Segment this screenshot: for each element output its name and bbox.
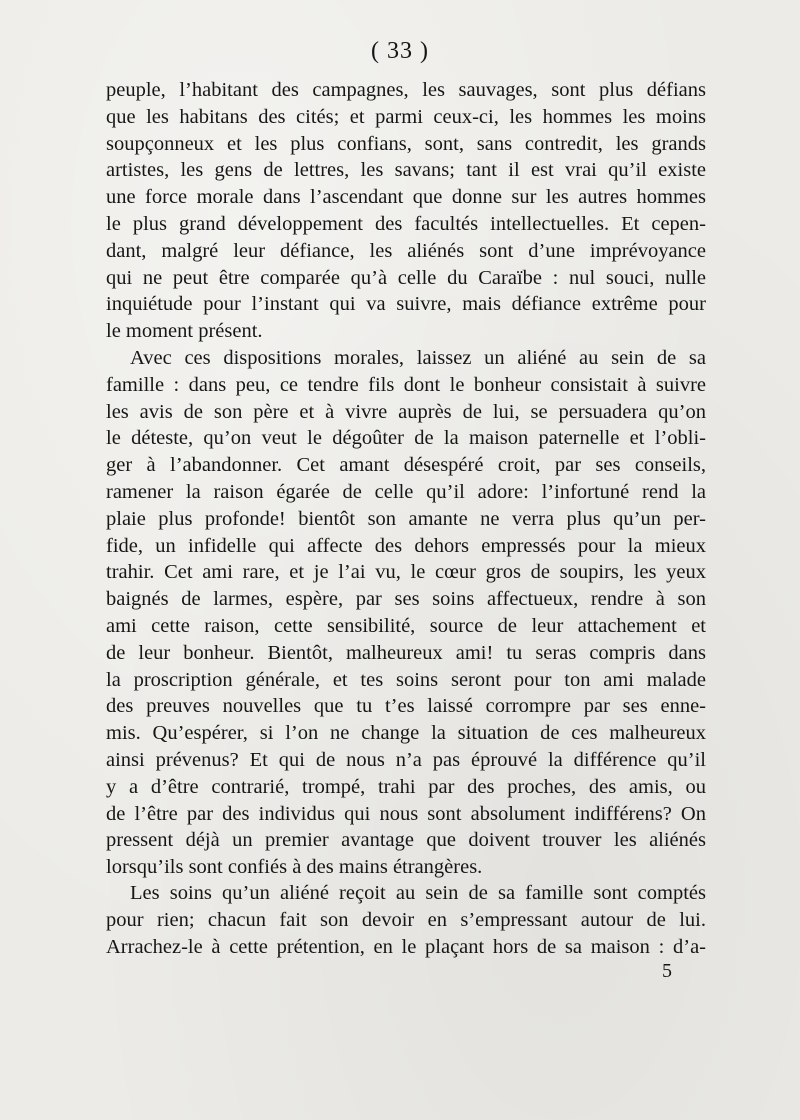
text-line: une force morale dans l’ascendant que donne sur les autres hommes xyxy=(106,186,706,209)
text-line: peuple, l’habitant des campagnes, les sauvages, sont plus défians xyxy=(106,79,706,101)
signature-mark: 5 xyxy=(662,960,672,982)
text-line: qui ne peut être comparée qu’à celle du Caraïbe : nul souci, nulle xyxy=(106,266,706,289)
paragraph-3 xyxy=(106,880,706,960)
text-line: trahir. Cet ami rare, et je l’ai vu, le cœur gros de soupirs, les yeux xyxy=(106,561,706,584)
text-line: fide, un infidelle qui affecte des dehors empressés pour la mieux xyxy=(106,534,706,557)
text-line: mis. Qu’espérer, si l’on ne change la situation de ces malheureux xyxy=(106,722,706,745)
text-line: pour rien; chacun fait son devoir en s’empressant autour de lui. xyxy=(106,908,706,931)
text-line: ger à l’abandonner. Cet amant désespéré croit, par ses conseils, xyxy=(106,454,706,477)
paragraph-1 xyxy=(106,77,706,345)
text-line: ramener la raison égarée de celle qu’il adore: l’infortuné rend la xyxy=(106,480,706,503)
text-line: le plus grand développement des facultés intellectuelles. Et cepen- xyxy=(106,212,706,235)
text-line: de leur bonheur. Bientôt, malheureux ami! tu seras compris dans xyxy=(106,641,706,664)
page-number: ( 33 ) xyxy=(371,38,429,64)
text-line: le moment présent. xyxy=(106,320,263,343)
text-line: plaie plus profonde! bientôt son amante ne verra plus qu’un per- xyxy=(106,507,706,530)
text-line: de l’être par des individus qui nous sont absolument indifférens? On xyxy=(106,802,706,825)
text-line: lorsqu’ils sont confiés à des mains étrangères. xyxy=(106,856,483,879)
text-line: pressent déjà un premier avantage que doivent trouver les aliénés xyxy=(106,829,706,852)
text-line: inquiétude pour l’instant qui va suivre, mais défiance extrême pour xyxy=(106,293,706,316)
text-line: ainsi prévenus? Et qui de nous n’a pas éprouvé la différence qu’il xyxy=(106,748,706,771)
text-line: artistes, les gens de lettres, les savans; tant il est vrai qu’il existe xyxy=(106,159,706,182)
text-line: Les soins qu’un aliéné reçoit au sein de sa famille sont comptés xyxy=(130,882,706,904)
text-line: ami cette raison, cette sensibilité, source de leur attachement et xyxy=(106,614,706,637)
text-line: Avec ces dispositions morales, laissez un aliéné au sein de sa xyxy=(130,347,706,369)
text-line: que les habitans des cités; et parmi ceux-ci, les hommes les moins xyxy=(106,105,706,128)
paragraph-2 xyxy=(106,345,706,881)
text-line: le déteste, qu’on veut le dégoûter de la maison paternelle et l’obli- xyxy=(106,427,706,450)
text-line: dant, malgré leur défiance, les aliénés sont d’une imprévoyance xyxy=(106,239,706,262)
text-line: les avis de son père et à vivre auprès de lui, se persuadera qu’on xyxy=(106,400,706,423)
text-line: soupçonneux et les plus confians, sont, sans contredit, les grands xyxy=(106,132,706,155)
text-line: y a d’être contrarié, trompé, trahi par des proches, des amis, ou xyxy=(106,775,706,798)
text-line: la proscription générale, et tes soins seront pour ton ami malade xyxy=(106,668,706,691)
text-line: Arrachez-le à cette prétention, en le plaçant hors de sa maison : d’a- xyxy=(106,935,706,958)
text-line: baignés de larmes, espère, par ses soins affectueux, rendre à son xyxy=(106,588,706,611)
text-line: famille : dans peu, ce tendre fils dont le bonheur consistait à suivre xyxy=(106,373,706,396)
text-line: des preuves nouvelles que tu t’es laissé corrompre par ses enne- xyxy=(106,695,706,718)
